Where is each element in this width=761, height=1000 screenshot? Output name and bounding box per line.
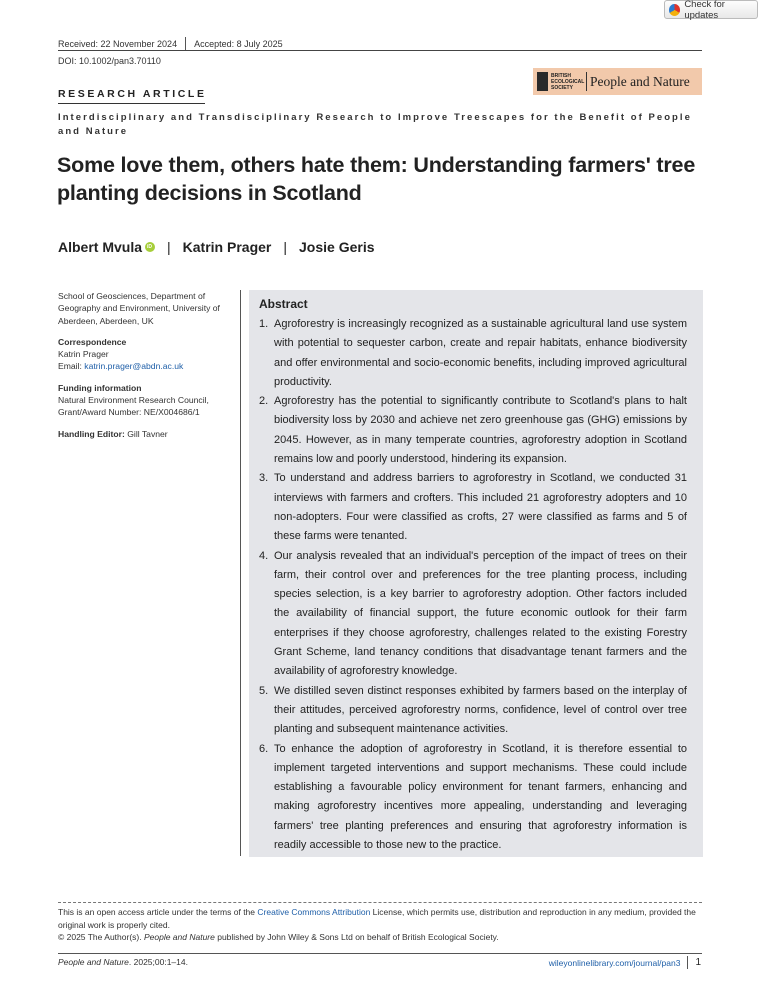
abstract-item <box>259 547 687 682</box>
email-link[interactable]: katrin.prager@abdn.ac.uk <box>84 361 184 372</box>
correspondence <box>58 336 228 373</box>
journal-logo <box>533 68 702 95</box>
cc-license-link[interactable]: Creative Commons Attribution <box>257 907 371 917</box>
license-notice <box>58 906 704 944</box>
citation-details: . 2025;00:1–14. <box>128 957 188 967</box>
item-text: Agroforestry has the potential to significantly contribute to Scotland's plans to halt biodiversity loss by 2030 and achieve net zero greenhouse gas (GHG) emissions by 2045. However, as in many temperate countries, agroforestry adoption in Scotland remains low and poorly understood, hindering its expansion. <box>274 395 687 466</box>
item-text: To enhance the adoption of agroforestry in Scotland, it is therefore essential to implement targeted interventions and support mechanisms. These could include establishing a favourable policy environment for tenant farmers, enhancing and making agroforestry incentives more appealing, understanding and leveraging farmers' tree planting preferences and ensuring that agroforestry information is readily accessible to those new to the practice. <box>274 742 687 852</box>
item-number: 4. <box>259 549 269 562</box>
footer-right <box>549 956 701 969</box>
item-number: 3. <box>259 472 269 485</box>
item-text: Our analysis revealed that an individual's perception of the impact of trees on their farm, their control over and preferences for the tree planting process, including species selection, is a key barrier to agroforestry adoption. Other factors included the availability of financial support, the future economic outlook for their farm enterprises if they choose agroforestry, challenges related to the existing Forestry Grant Scheme, land tenancy conditions that disadvantage tenant farmers and the availability of agroforestry knowledge. <box>274 549 687 678</box>
editor-name: Gill Tavner <box>124 428 168 439</box>
abstract-box <box>249 290 703 857</box>
copyright <box>58 931 704 944</box>
abstract-item <box>259 469 687 546</box>
page-number: 1 <box>695 957 701 968</box>
item-text: To understand and address barriers to agroforestry in Scotland, we conducted 31 interviews with farmers and crofters. This included 21 agroforestry adopters and 10 non-adopters. Four were classified as crofts, 27 were classified as farms and 5 of these farms were tenanted. <box>274 472 687 543</box>
abstract-item <box>259 740 687 856</box>
footer-rule <box>58 953 702 954</box>
crossmark-icon <box>669 4 680 16</box>
abstract-heading: Abstract <box>259 297 308 311</box>
affiliation: School of Geosciences, Department of Geography and Environment, University of Aberdeen, Aberdeen, UK <box>58 291 220 326</box>
logo-society-name: BRITISH ECOLOGICAL SOCIETY <box>551 72 585 91</box>
funding-heading: Funding information <box>58 382 142 393</box>
license-prefix: This is an open access article under the terms of the <box>58 907 258 917</box>
item-text: We distilled seven distinct responses exhibited by farmers based on the interplay of their attitudes, perceived agroforestry norms, confidence, level of control over tree planting and subsequent maintenance activities. <box>274 684 687 736</box>
item-number: 5. <box>259 684 269 697</box>
journal-url-link[interactable]: wileyonlinelibrary.com/journal/pan3 <box>548 957 681 968</box>
author-list <box>58 239 375 255</box>
correspondence-heading: Correspondence <box>58 336 127 347</box>
abstract-item <box>259 392 687 469</box>
article-info-sidebar <box>58 290 228 449</box>
author-separator: | <box>167 239 171 255</box>
logo-divider <box>586 72 587 91</box>
accepted-date: Accepted: 8 July 2025 <box>194 39 283 49</box>
item-number: 1. <box>259 318 269 330</box>
received-date: Received: 22 November 2024 <box>58 39 178 49</box>
citation-journal: People and Nature <box>58 957 129 967</box>
abstract-item <box>259 315 687 392</box>
citation <box>58 957 188 967</box>
license-text <box>58 906 704 931</box>
orcid-icon[interactable] <box>145 242 155 252</box>
item-number: 2. <box>259 395 269 408</box>
copyright-suffix: published by John Wiley & Sons Ltd on behalf of British Ecological Society. <box>214 932 499 942</box>
email-label: Email: <box>58 361 85 372</box>
copyright-prefix: © 2025 The Author(s). <box>58 932 144 942</box>
special-feature-series: Interdisciplinary and Transdisciplinary Research to Improve Treescapes for the Benefit of People and Nature <box>58 112 692 137</box>
abstract-list <box>259 315 687 855</box>
article-type-rule <box>58 103 205 104</box>
article-title: Some love them, others hate them: Understanding farmers' tree planting decisions in Scotland <box>57 153 696 205</box>
doi: DOI: 10.1002/pan3.70110 <box>58 56 161 66</box>
abstract-item <box>259 682 687 740</box>
correspondence-email-line <box>58 360 228 372</box>
item-number: 6. <box>259 742 269 755</box>
copyright-journal: People and Nature <box>143 932 215 942</box>
editor-heading: Handling Editor: <box>58 428 125 439</box>
author-name[interactable]: Albert Mvula <box>58 239 143 255</box>
check-for-updates-button[interactable] <box>664 0 758 19</box>
license-divider <box>58 902 702 903</box>
bes-logo-icon <box>537 72 548 91</box>
article-type: RESEARCH ARTICLE <box>58 88 207 100</box>
sidebar-divider <box>240 290 241 856</box>
funding-text: Natural Environment Research Council, Grant/Award Number: NE/X004686/1 <box>58 395 209 418</box>
article-dates <box>58 37 283 51</box>
correspondence-name: Katrin Prager <box>58 349 109 360</box>
date-divider <box>185 37 186 51</box>
handling-editor <box>58 428 228 440</box>
license-suffix: License, which permits use, distribution and reproduction in any medium, provided the original work is properly cited. <box>58 907 696 930</box>
check-for-updates-label: Check for updates <box>684 0 725 21</box>
item-text: Agroforestry is increasingly recognized as a sustainable agricultural land use system with potential to sequester carbon, create and repair habitats, enhance biodiversity and offer environmental and socio-economic benefits, including improved agricultural productivity. <box>274 318 687 388</box>
author-name[interactable]: Katrin Prager <box>182 239 272 255</box>
header-rule <box>58 50 702 51</box>
author-separator: | <box>283 239 287 255</box>
funding-information <box>58 382 228 419</box>
author-name[interactable]: Josie Geris <box>299 239 375 255</box>
logo-journal-name: People and Nature <box>590 73 690 89</box>
footer-divider <box>687 956 688 969</box>
